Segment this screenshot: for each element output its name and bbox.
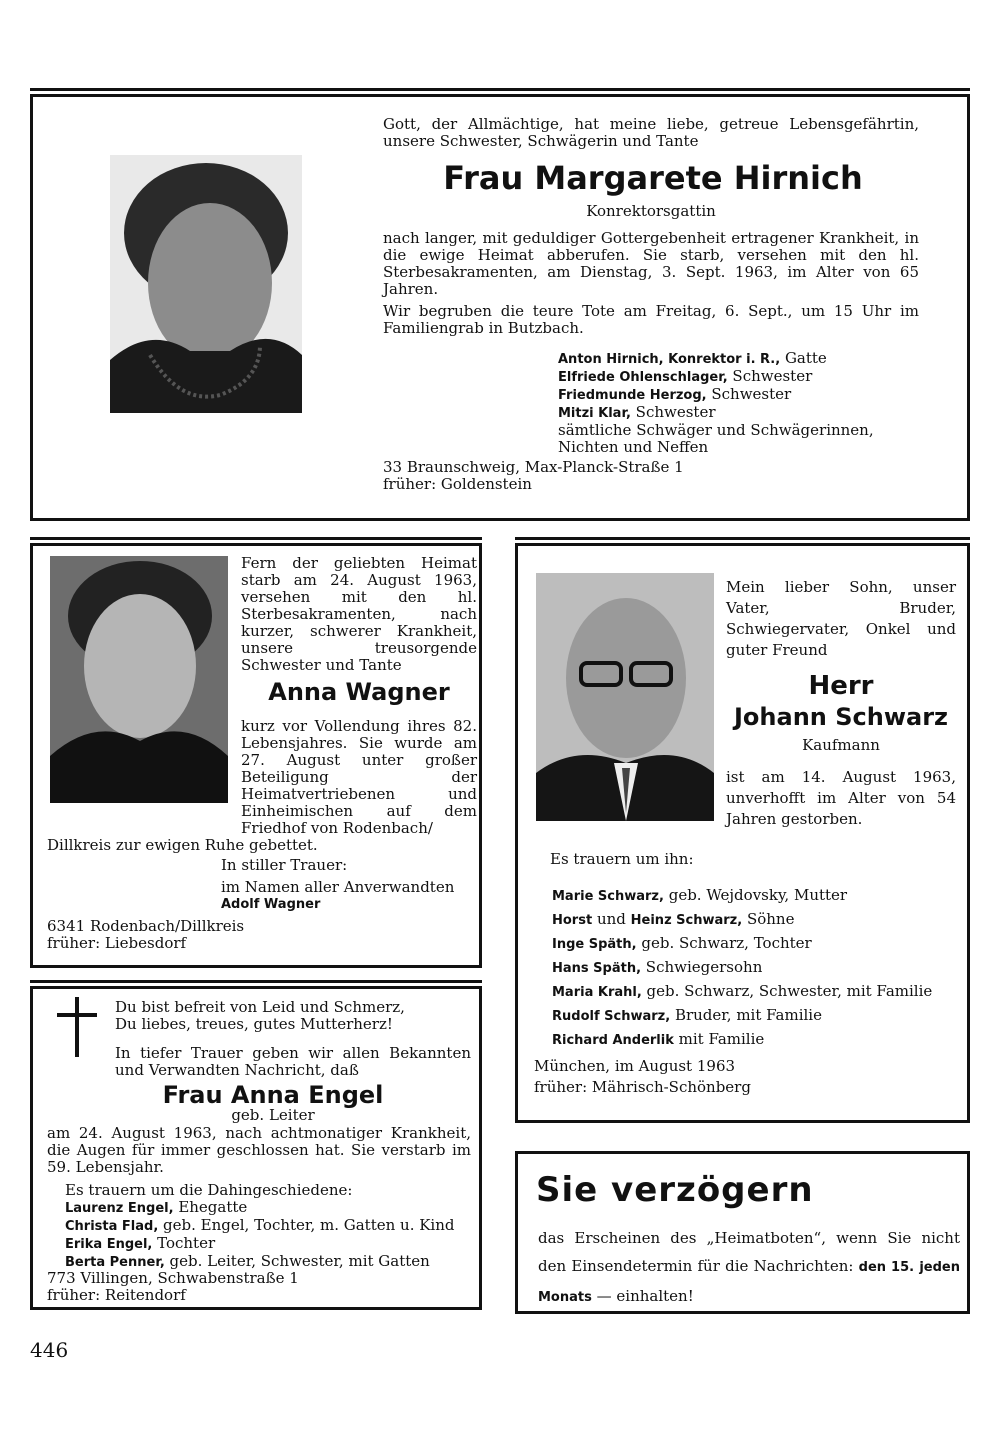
mourner-line: Laurenz Engel, Ehegatte xyxy=(65,1198,248,1216)
page-number: 446 xyxy=(30,1338,69,1362)
mourning-intro: Es trauern um die Dahingeschiedene: xyxy=(65,1181,353,1199)
schwarz-mourn-intro: Es trauern um ihn: xyxy=(550,850,694,868)
hirnich-address xyxy=(383,459,919,493)
address-line: München, im August 1963 xyxy=(534,1057,736,1075)
mourning-line: im Namen aller Anverwandten xyxy=(221,878,455,896)
engel-intro: In tiefer Trauer geben wir allen Bekannten und Verwandten Nachricht, daß xyxy=(115,1044,471,1079)
obituary-engel xyxy=(30,986,482,1310)
mourner-line: Hans Späth, Schwiegersohn xyxy=(552,958,763,976)
mourner-line: Mitzi Klar, Schwester xyxy=(558,403,716,421)
engel-birth-name: geb. Leiter xyxy=(231,1106,315,1124)
hirnich-title: Konrektorsgattin xyxy=(586,202,716,220)
hirnich-mourner-list xyxy=(558,350,938,456)
wagner-body-last: Dillkreis zur ewigen Ruhe gebettet. xyxy=(47,836,318,854)
notice-text-part: — einhalten! xyxy=(596,1287,694,1305)
engel-address xyxy=(47,1270,467,1304)
notice-headline: Sie verzögern xyxy=(536,1170,814,1210)
wagner-name: Anna Wagner xyxy=(268,678,450,706)
cross-icon xyxy=(57,997,97,1057)
address-line: 773 Villingen, Schwabenstraße 1 xyxy=(47,1269,299,1287)
mourner-line: Erika Engel, Tochter xyxy=(65,1234,216,1252)
schwarz-intro: Mein lieber Sohn, unser Vater, Bruder, Schwiegervater, Onkel und guter Freund xyxy=(726,578,956,659)
mourner-line: Anton Hirnich, Konrektor i. R., Gatte xyxy=(558,349,827,367)
address-line: 6341 Rodenbach/Dillkreis xyxy=(47,917,245,935)
schwarz-salutation: Herr xyxy=(808,671,874,701)
former-home-line: früher: Goldenstein xyxy=(383,475,532,493)
mourning-line: In stiller Trauer: xyxy=(221,856,348,874)
mourner-line: Richard Anderlik mit Familie xyxy=(552,1030,765,1048)
mourner-line: Nichten und Neffen xyxy=(558,438,709,456)
portrait-photo-wagner xyxy=(50,556,228,803)
wagner-intro: Fern der geliebten Heimat starb am 24. August 1963, versehen mit den hl. Sterbesakramenten, nach kurzer, schwerer Krankheit, unsere treusorgende Schwester und Tante xyxy=(241,554,477,674)
signer-name: Adolf Wagner xyxy=(221,897,321,912)
former-home-line: früher: Reitendorf xyxy=(47,1286,186,1304)
portrait-photo-schwarz xyxy=(536,573,714,821)
mourner-line: Inge Späth, geb. Schwarz, Tochter xyxy=(552,934,812,952)
obituary-schwarz xyxy=(515,543,970,1123)
notice-text-part: das Erscheinen des „Heimatboten“, wenn Sie nicht den Einsendetermin für die Nachrichten: xyxy=(538,1229,960,1275)
former-home-line: früher: Liebesdorf xyxy=(47,934,187,952)
former-home-line: früher: Mährisch-Schönberg xyxy=(534,1078,751,1096)
wagner-body: kurz vor Vollendung ihres 82. Lebensjahres. Sie wurde am 27. August unter großer Beteiligung der Heimatvertriebenen und Einheimischen auf dem Friedhof von Rodenbach/ xyxy=(241,717,477,837)
engel-name: Frau Anna Engel xyxy=(162,1081,384,1109)
address-line: 33 Braunschweig, Max-Planck-Straße 1 xyxy=(383,458,684,476)
schwarz-name: Johann Schwarz xyxy=(734,703,948,731)
wagner-mourners xyxy=(221,857,477,913)
hirnich-burial: Wir begruben die teure Tote am Freitag, 6. Sept., um 15 Uhr im Familiengrab in Butzbach. xyxy=(383,302,919,337)
obituary-hirnich xyxy=(30,94,970,521)
engel-verse xyxy=(115,999,475,1033)
hirnich-intro: Gott, der Allmächtige, hat meine liebe, getreue Lebensgefährtin, unsere Schwester, Schwägerin und Tante xyxy=(383,115,919,150)
mourner-line: Maria Krahl, geb. Schwarz, Schwester, mit Familie xyxy=(552,982,933,1000)
mourner-line: Rudolf Schwarz, Bruder, mit Familie xyxy=(552,1006,822,1024)
notice-deadline-month: jeden Monats xyxy=(538,1260,960,1305)
portrait-photo-hirnich xyxy=(110,155,302,413)
obituary-wagner xyxy=(30,543,482,968)
mourner-line: Elfriede Ohlenschlager, Schwester xyxy=(558,367,813,385)
mourner-line: sämtliche Schwäger und Schwägerinnen, xyxy=(558,421,874,439)
mourner-line: Berta Penner, geb. Leiter, Schwester, mit Gatten xyxy=(65,1252,430,1270)
schwarz-address xyxy=(534,1056,954,1098)
schwarz-body: ist am 14. August 1963, unverhofft im Alter von 54 Jahren gestorben. xyxy=(726,768,956,828)
schwarz-title: Kaufmann xyxy=(802,736,880,754)
hirnich-body: nach langer, mit geduldiger Gottergebenheit ertragener Krankheit, in die ewige Heimat abberufen. Sie starb, versehen mit den hl. Sterbesakramenten, am Dienstag, 3. Sept. 1963, im Alter von 65 Jahren. xyxy=(383,229,919,298)
mourner-line: Christa Flad, geb. Engel, Tochter, m. Gatten u. Kind xyxy=(65,1216,455,1234)
mourner-line: Friedmunde Herzog, Schwester xyxy=(558,385,792,403)
wagner-address xyxy=(47,918,467,952)
schwarz-mourner-list xyxy=(552,884,962,1052)
engel-mourners xyxy=(65,1182,475,1271)
deadline-notice xyxy=(515,1151,970,1314)
notice-text xyxy=(538,1224,960,1312)
mourner-line: Horst und Heinz Schwarz, Söhne xyxy=(552,910,795,928)
notice-deadline-day: den 15. xyxy=(858,1260,915,1275)
mourner-line: Marie Schwarz, geb. Wejdovsky, Mutter xyxy=(552,886,848,904)
hirnich-name: Frau Margarete Hirnich xyxy=(443,159,863,197)
verse-line: Du bist befreit von Leid und Schmerz, xyxy=(115,998,405,1016)
verse-line: Du liebes, treues, gutes Mutterherz! xyxy=(115,1015,393,1033)
engel-body: am 24. August 1963, nach achtmonatiger Krankheit, die Augen für immer geschlossen hat. Sie verstarb im 59. Lebensjahr. xyxy=(47,1124,471,1176)
